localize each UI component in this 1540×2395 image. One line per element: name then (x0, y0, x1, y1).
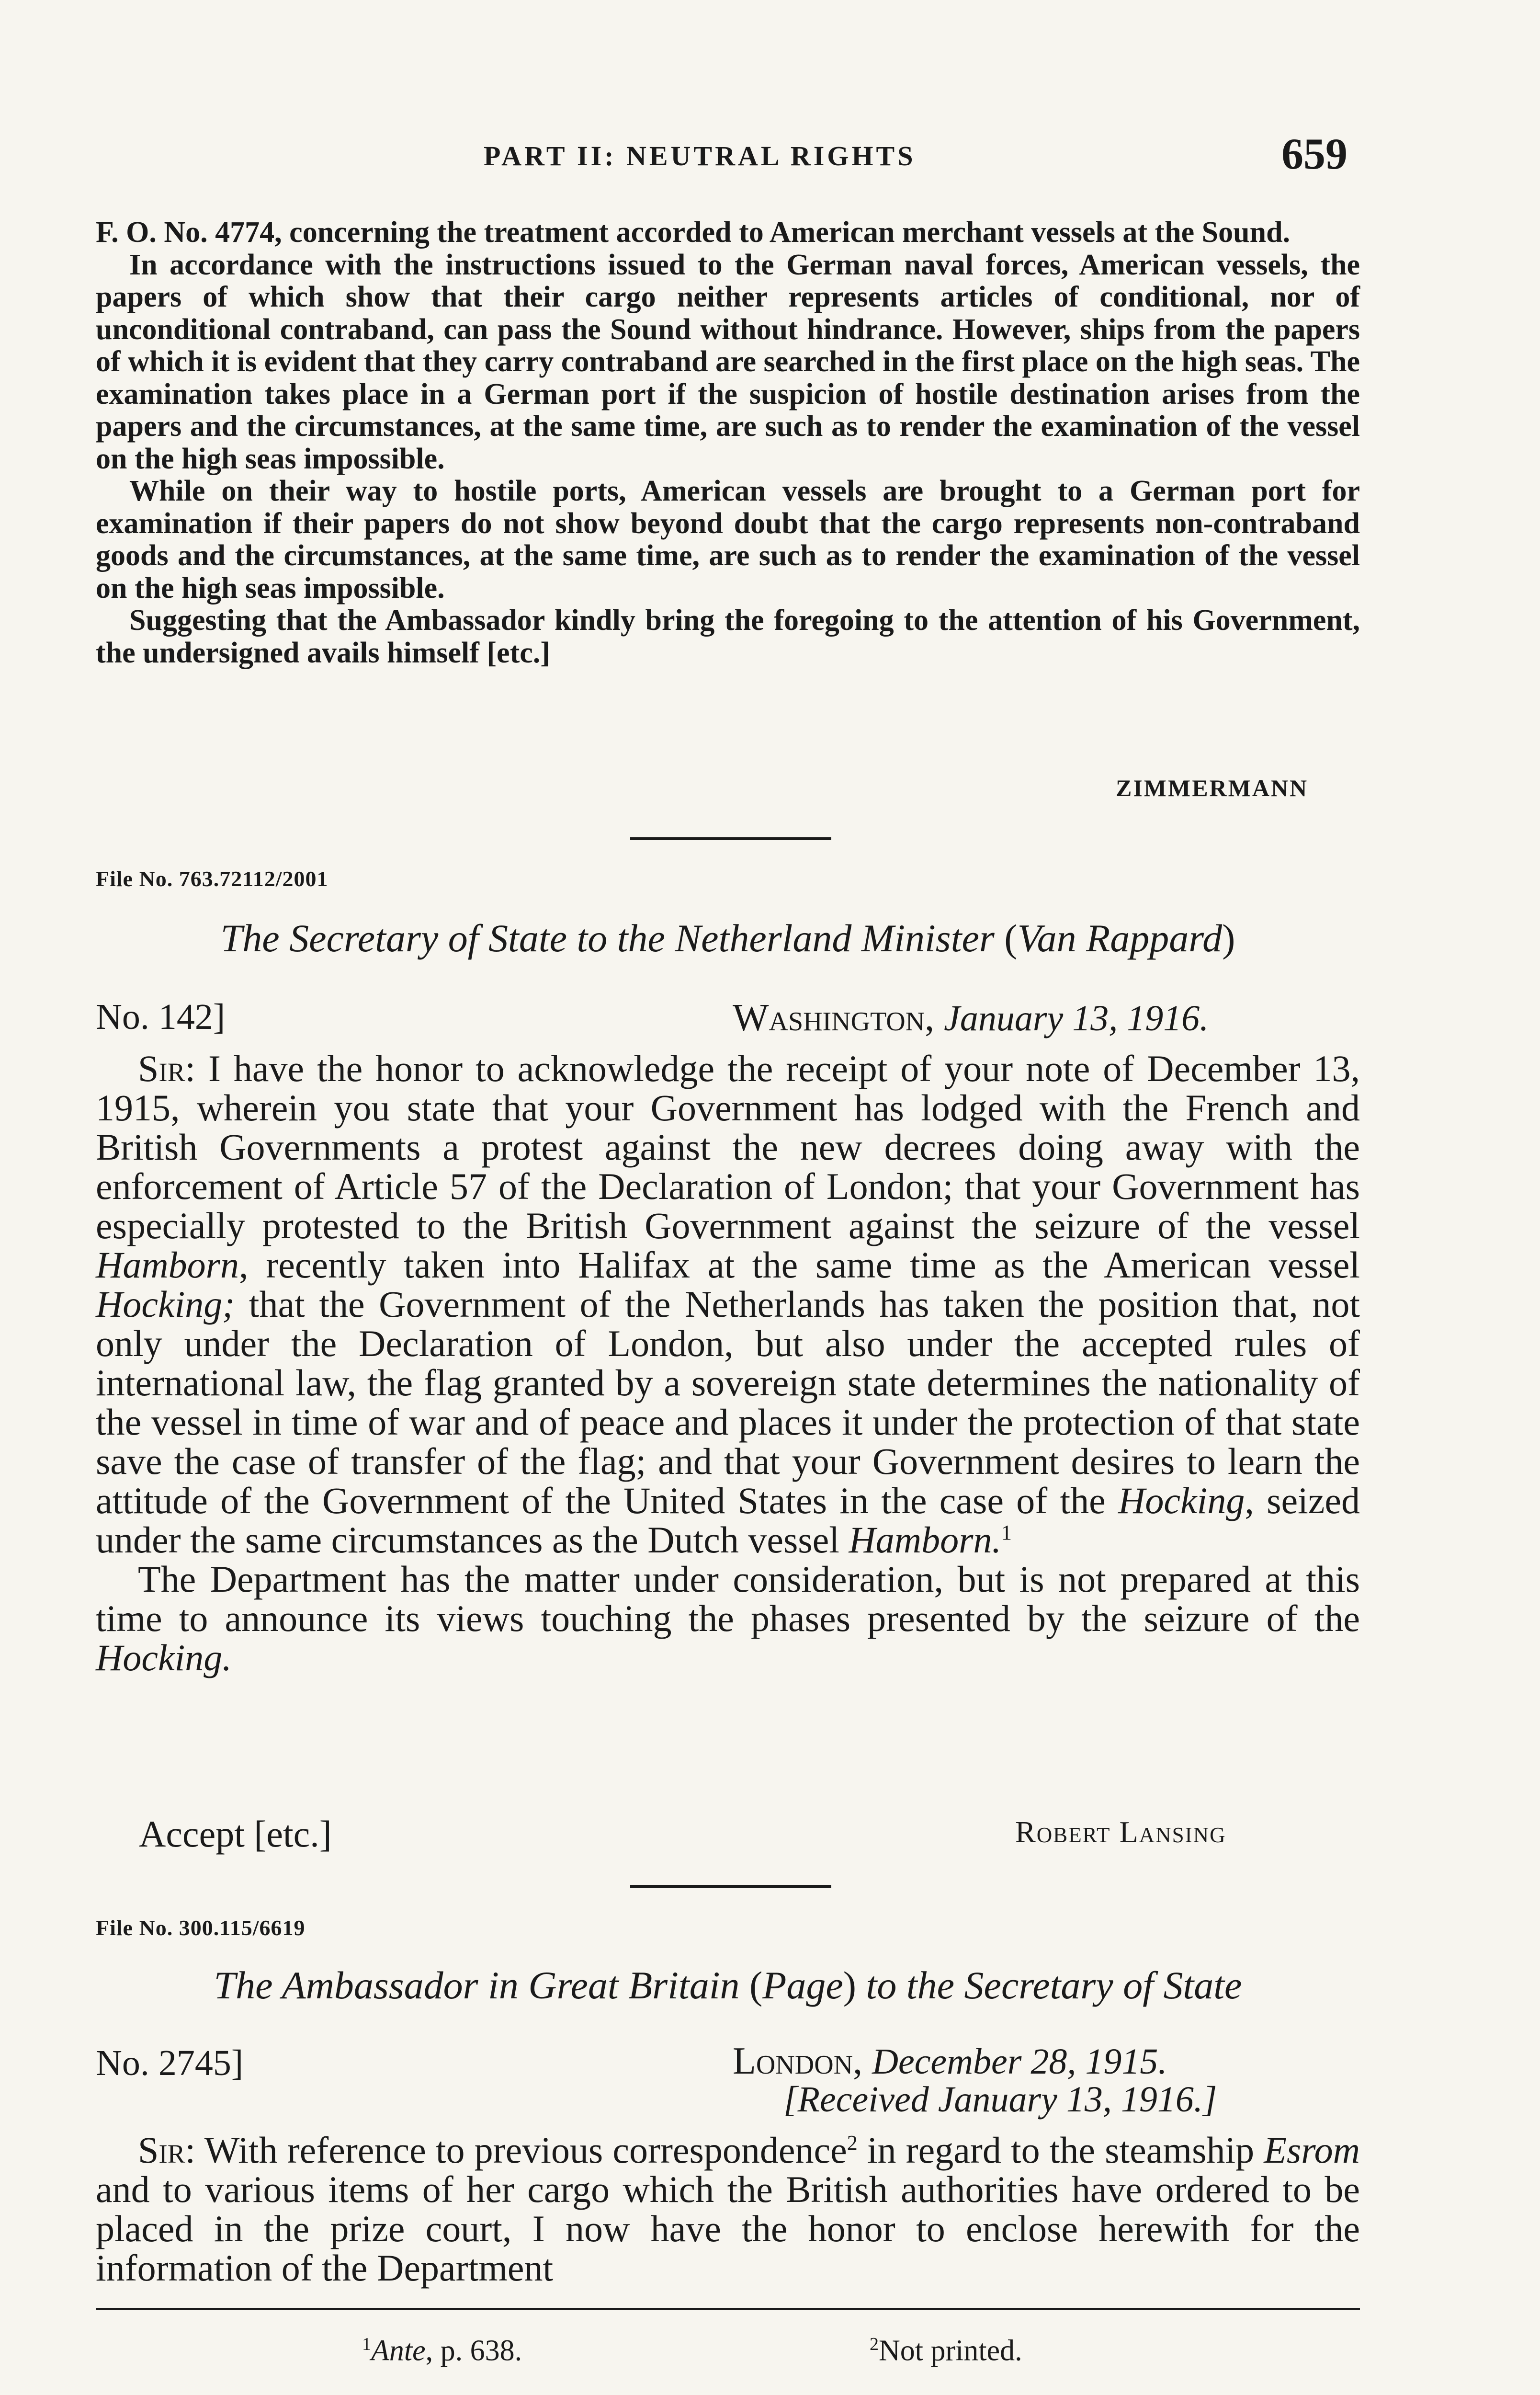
ship-name: Hocking (1118, 1480, 1245, 1521)
footnote-1 (362, 2334, 522, 2368)
signature-lansing: Robert Lansing (1015, 1815, 1226, 1849)
ship-name: Hamborn (96, 1244, 239, 1286)
ship-name: Hocking; (96, 1283, 235, 1325)
heading-text: to the Secretary of State (856, 1963, 1242, 2007)
footnote-number: 2 (870, 2334, 879, 2354)
text-run: in regard to the steamship (857, 2129, 1264, 2171)
text-run: : With reference to previous correspondence (185, 2129, 847, 2171)
footnote-text: , p. 638. (425, 2334, 522, 2367)
section-divider (630, 837, 831, 840)
zimmermann-note-text (96, 217, 1360, 669)
received-date: [Received January 13, 1916.] (783, 2079, 1217, 2120)
dateline (733, 996, 1209, 1040)
closing: Accept [etc.] (139, 1813, 332, 1855)
running-header: PART II: NEUTRAL RIGHTS (484, 140, 916, 171)
heading-name: Van Rappard (1017, 916, 1223, 960)
paragraph: In accordance with the instructions issued to the German naval forces, American vessels, the papers of which show that their cargo neither represents articles of conditional, nor of unconditional contraband, can pass the Sound without hindrance. However, ships from the papers of which it is evident that they carry contraband are searched in the first place on the high seas. The examination takes place in a German port if the suspicion of hostile destination arises from the papers and the circumstances, at the same time, are such as to render the examination of the vessel on the high seas impossible. (96, 248, 1360, 475)
text-run: The Department has the matter under consideration, but is not prepared at this time to announce its views touching the phases presented by the seizure of the (96, 1558, 1360, 1639)
paragraph: F. O. No. 4774, concerning the treatment accorded to American merchant vessels at the Sound. (96, 216, 1291, 249)
text-run: : I have the honor to acknowledge the receipt of your note of December 13, 1915, wherein you state that your Government has lodged with the French and British Governments a protest against the new decrees doing away with the enforcement of Article 57 of the Declaration of London; that your Government has especially protested to the British Government against the seizure of the vessel (96, 1048, 1360, 1246)
paragraph (96, 2131, 1360, 2288)
footnote-rule (96, 2308, 1360, 2310)
document-heading (96, 916, 1360, 961)
text-run: , seized under the same circumstances as the Dutch vessel (96, 1480, 1360, 1561)
section-divider (630, 1885, 831, 1888)
document-number: No. 142] (96, 997, 226, 1037)
paragraph (96, 1560, 1360, 1677)
dateline (733, 2040, 1167, 2083)
heading-paren: ( (1004, 916, 1018, 960)
heading-name: Page (762, 1963, 843, 2007)
signature-zimmermann: ZIMMERMANN (1116, 775, 1309, 801)
salutation: Sir (138, 2129, 185, 2171)
footnote-italic: Ante (371, 2334, 426, 2367)
paragraph: Suggesting that the Ambassador kindly bring the foregoing to the attention of his Government, the undersigned avails himself [etc.] (96, 604, 1360, 669)
paragraph (96, 1049, 1360, 1560)
ship-name: Hamborn. (849, 1519, 1001, 1561)
dateline-place: Washington, (733, 997, 944, 1039)
paragraph: While on their way to hostile ports, American vessels are brought to a German port for examination if their papers do not show beyond doubt that the cargo represents non-contraband goods and the circumstances, at the same time, are such as to render the examination of the vessel on the high seas impossible. (96, 475, 1360, 604)
text-run: , recently taken into Halifax at the same time as the American vessel (239, 1244, 1360, 1286)
ship-name: Hocking. (96, 1637, 232, 1678)
heading-text: The Secretary of State to the Netherland Minister (220, 916, 1005, 960)
heading-paren: ( (749, 1963, 763, 2007)
footnote-2 (870, 2334, 1022, 2368)
footnote-number: 1 (362, 2334, 371, 2354)
document-heading (96, 1963, 1360, 2008)
file-number: File No. 763.72112/2001 (96, 867, 328, 891)
dateline-date: December 28, 1915. (872, 2041, 1167, 2082)
text-run: that the Government of the Netherlands has taken the position that, not only under the Declaration of London, but also under the accepted rules of international law, the flag granted by a sovereign state determines the nationality of the vessel in time of war and of peace and places it under the protection of that state save the case of transfer of the flag; and that your Government desires to learn the attitude of the Government of the United States in the case of the (96, 1283, 1360, 1521)
ship-name: Esrom (1264, 2129, 1360, 2171)
page-number: 659 (1281, 129, 1348, 178)
footnote-ref: 1 (1001, 1521, 1012, 1544)
heading-text: The Ambassador in Great Britain (214, 1963, 749, 2007)
page-letter-body (96, 2131, 1360, 2288)
dateline-date: January 13, 1916. (944, 998, 1209, 1038)
lansing-letter-body (96, 1049, 1360, 1677)
dateline-place: London, (733, 2040, 872, 2082)
footnote-text: Not printed. (879, 2334, 1022, 2367)
footnote-ref: 2 (847, 2131, 858, 2155)
file-number: File No. 300.115/6619 (96, 1916, 306, 1940)
document-number: No. 2745] (96, 2043, 244, 2083)
heading-paren: ) (843, 1963, 857, 2007)
text-run: and to various items of her cargo which the British authorities have ordered to be placed in the prize court, I now have the honor to enclose herewith for the information of the Department (96, 2168, 1360, 2289)
salutation: Sir (138, 1048, 185, 1089)
heading-paren: ) (1222, 916, 1235, 960)
